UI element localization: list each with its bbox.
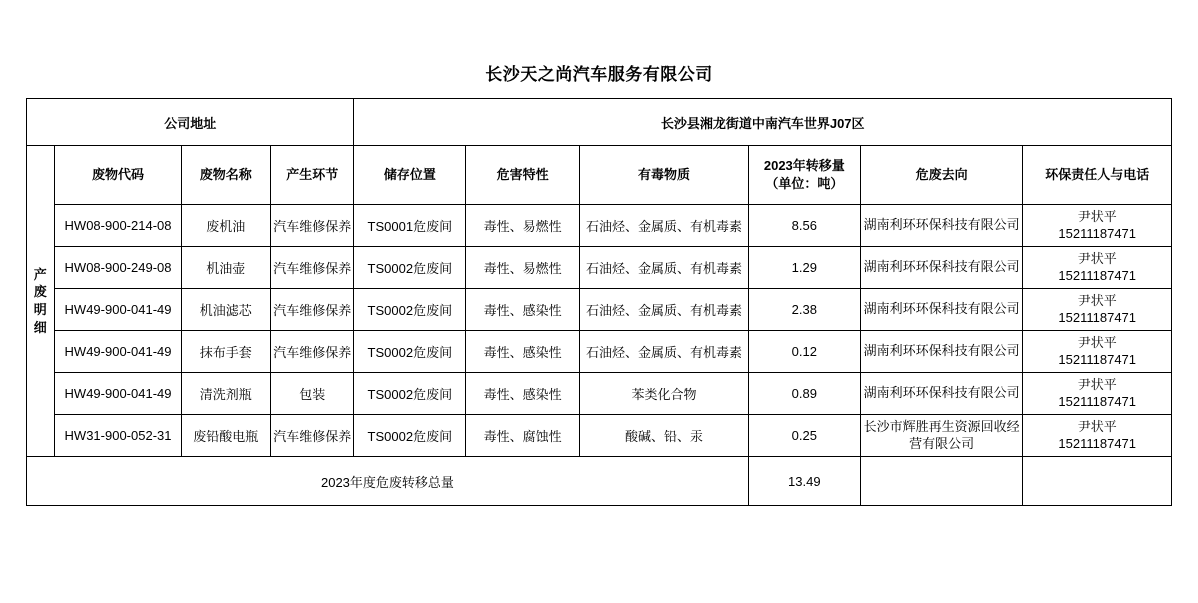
- total-row: [27, 457, 1172, 506]
- table-row: [27, 289, 1172, 331]
- cell-responsible-phone: 15211187471: [1058, 309, 1137, 325]
- side-label-char-4: 细: [33, 319, 48, 335]
- cell-storage: TS0002危废间: [354, 373, 466, 415]
- cell-stage: 汽车维修保养: [271, 247, 354, 289]
- cell-destination: 长沙市辉胜再生资源回收经营有限公司: [860, 415, 1023, 457]
- cell-code: HW31-900-052-31: [55, 415, 181, 457]
- cell-responsible: [1023, 373, 1172, 415]
- column-header-destination: 危废去向: [860, 146, 1023, 205]
- cell-destination: 湖南利环环保科技有限公司: [860, 289, 1023, 331]
- cell-toxic: 酸碱、铅、汞: [580, 415, 749, 457]
- cell-responsible-phone: 15211187471: [1058, 225, 1137, 241]
- cell-destination: 湖南利环环保科技有限公司: [860, 331, 1023, 373]
- column-header-transfer-line1: 2023年转移量: [763, 158, 845, 174]
- column-header-hazard: 危害特性: [466, 146, 580, 205]
- cell-amount: 0.89: [748, 373, 860, 415]
- cell-responsible-phone: 15211187471: [1058, 435, 1137, 451]
- cell-responsible-person: 尹状平: [1077, 208, 1117, 224]
- cell-toxic: 石油烃、金属质、有机毒素: [580, 247, 749, 289]
- cell-code: HW49-900-041-49: [55, 331, 181, 373]
- cell-name: 清洗剂瓶: [181, 373, 270, 415]
- page-title: 长沙天之尚汽车服务有限公司: [485, 65, 713, 84]
- side-label-char-2: 废: [33, 284, 48, 300]
- cell-storage: TS0001危废间: [354, 205, 466, 247]
- cell-code: HW08-900-249-08: [55, 247, 181, 289]
- cell-responsible-person: 尹状平: [1077, 334, 1117, 350]
- table-row: [27, 415, 1172, 457]
- table-row: [27, 205, 1172, 247]
- cell-code: HW08-900-214-08: [55, 205, 181, 247]
- cell-responsible: [1023, 289, 1172, 331]
- cell-responsible: [1023, 247, 1172, 289]
- cell-code: HW49-900-041-49: [55, 289, 181, 331]
- cell-storage: TS0002危废间: [354, 289, 466, 331]
- cell-hazard: 毒性、易燃性: [466, 205, 580, 247]
- cell-responsible: [1023, 415, 1172, 457]
- total-label: 2023年度危废转移总量: [27, 457, 749, 506]
- cell-name: 机油壶: [181, 247, 270, 289]
- cell-code: HW49-900-041-49: [55, 373, 181, 415]
- table-row: [27, 247, 1172, 289]
- cell-name: 抹布手套: [181, 331, 270, 373]
- column-header-row: [27, 146, 1172, 205]
- cell-amount: 1.29: [748, 247, 860, 289]
- column-header-storage: 储存位置: [354, 146, 466, 205]
- cell-toxic: 石油烃、金属质、有机毒素: [580, 205, 749, 247]
- cell-amount: 0.12: [748, 331, 860, 373]
- column-header-transfer-line2: （单位：吨）: [765, 176, 844, 191]
- cell-responsible: [1023, 205, 1172, 247]
- cell-stage: 汽车维修保养: [271, 415, 354, 457]
- address-row: [27, 99, 1172, 146]
- table-row: [27, 331, 1172, 373]
- hazardous-waste-table: [26, 98, 1172, 506]
- cell-hazard: 毒性、感染性: [466, 331, 580, 373]
- cell-name: 机油滤芯: [181, 289, 270, 331]
- column-header-toxic: 有毒物质: [580, 146, 749, 205]
- column-header-code: 废物代码: [55, 146, 181, 205]
- address-value: 长沙县湘龙街道中南汽车世界J07区: [354, 99, 1172, 146]
- cell-stage: 汽车维修保养: [271, 289, 354, 331]
- cell-name: 废机油: [181, 205, 270, 247]
- cell-name: 废铅酸电瓶: [181, 415, 270, 457]
- cell-toxic: 石油烃、金属质、有机毒素: [580, 331, 749, 373]
- cell-responsible-person: 尹状平: [1077, 292, 1117, 308]
- column-header-stage: 产生环节: [271, 146, 354, 205]
- address-label: 公司地址: [27, 99, 354, 146]
- side-label-waste-detail: [27, 146, 55, 457]
- cell-amount: 8.56: [748, 205, 860, 247]
- cell-responsible-phone: 15211187471: [1058, 393, 1137, 409]
- column-header-transfer-amount: [748, 146, 860, 205]
- cell-amount: 0.25: [748, 415, 860, 457]
- side-label-char-3: 明: [33, 302, 48, 317]
- cell-responsible-phone: 15211187471: [1058, 267, 1137, 283]
- table-row: [27, 373, 1172, 415]
- total-value: 13.49: [748, 457, 860, 506]
- cell-destination: 湖南利环环保科技有限公司: [860, 247, 1023, 289]
- cell-storage: TS0002危废间: [354, 247, 466, 289]
- column-header-name: 废物名称: [181, 146, 270, 205]
- cell-responsible-phone: 15211187471: [1058, 351, 1137, 367]
- cell-stage: 汽车维修保养: [271, 331, 354, 373]
- total-blank-responsible: [1023, 457, 1172, 506]
- cell-hazard: 毒性、腐蚀性: [466, 415, 580, 457]
- cell-stage: 汽车维修保养: [271, 205, 354, 247]
- column-header-responsible: 环保责任人与电话: [1023, 146, 1172, 205]
- cell-hazard: 毒性、感染性: [466, 373, 580, 415]
- cell-hazard: 毒性、感染性: [466, 289, 580, 331]
- cell-responsible-person: 尹状平: [1077, 418, 1117, 434]
- cell-responsible-person: 尹状平: [1077, 376, 1117, 392]
- total-blank-destination: [860, 457, 1023, 506]
- cell-stage: 包装: [271, 373, 354, 415]
- cell-storage: TS0002危废间: [354, 415, 466, 457]
- cell-storage: TS0002危废间: [354, 331, 466, 373]
- cell-toxic: 苯类化合物: [580, 373, 749, 415]
- cell-responsible-person: 尹状平: [1077, 250, 1117, 266]
- side-label-char-1: 产: [33, 266, 48, 282]
- cell-destination: 湖南利环环保科技有限公司: [860, 205, 1023, 247]
- cell-amount: 2.38: [748, 289, 860, 331]
- cell-destination: 湖南利环环保科技有限公司: [860, 373, 1023, 415]
- cell-toxic: 石油烃、金属质、有机毒素: [580, 289, 749, 331]
- cell-hazard: 毒性、易燃性: [466, 247, 580, 289]
- cell-responsible: [1023, 331, 1172, 373]
